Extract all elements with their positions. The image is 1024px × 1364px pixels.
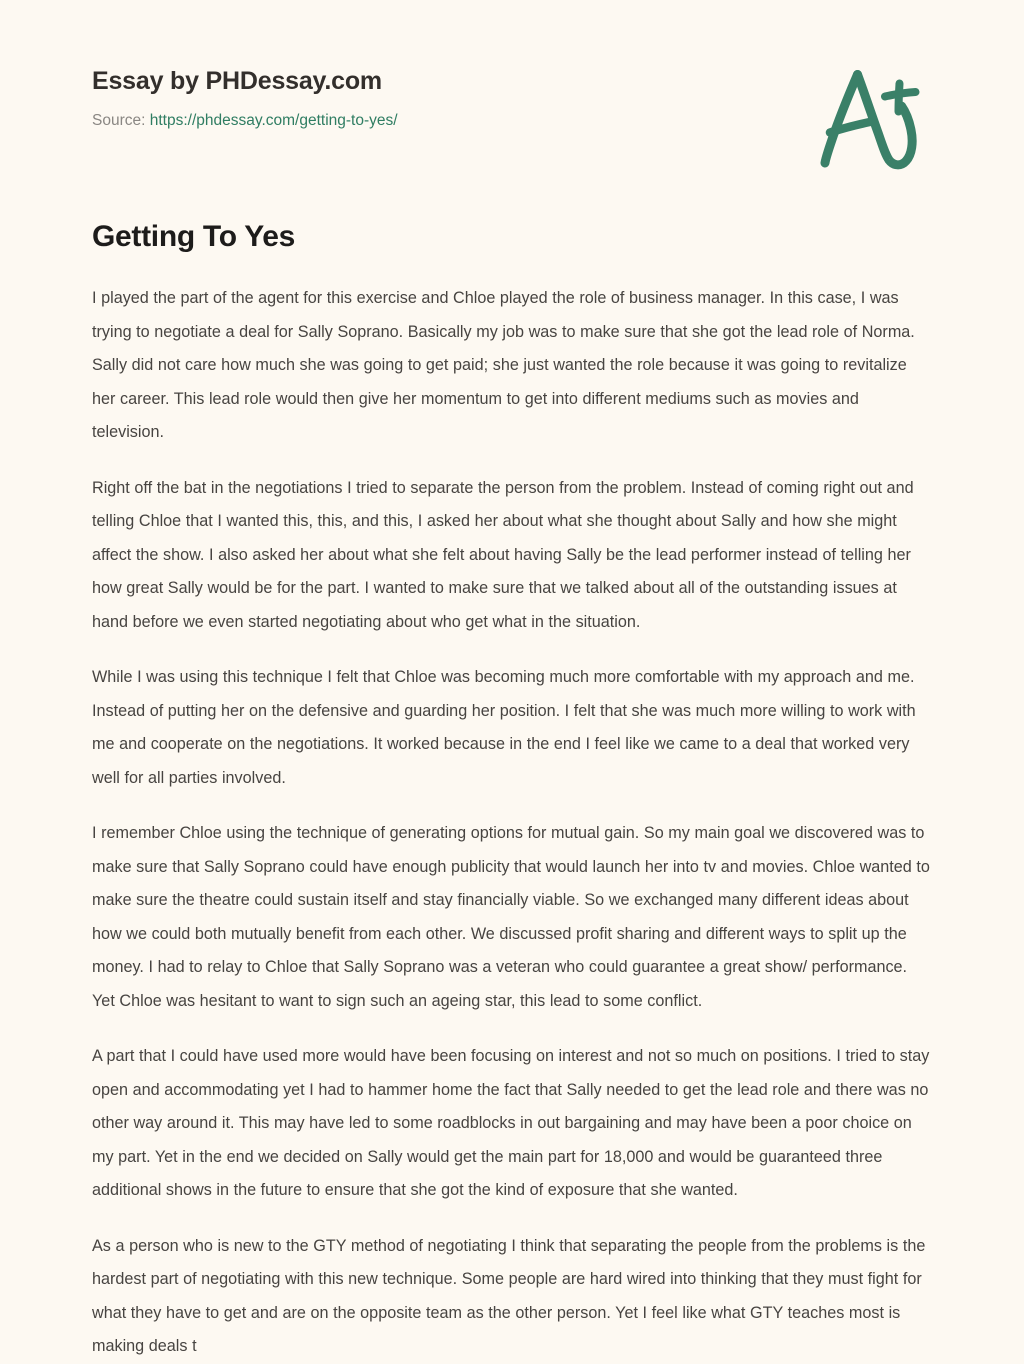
article [92,218,932,1364]
paragraph: While I was using this technique I felt that Chloe was becoming much more comfortable with my approach and me. Instead of putting her on the defensive and guarding her position. I felt that she was much more willing to work with me and cooperate on the negotiations. It worked because in the end I feel like we came to a deal that worked very well for all parties involved. [92,668,916,787]
paragraph: I remember Chloe using the technique of generating options for mutual gain. So my main goal we discovered was to make sure that Sally Soprano could have enough publicity that would launch her into tv and movies. Chloe wanted to make sure the theatre could sustain itself and stay financially viable. So we exchanged many different ideas about how we could both mutually benefit from each other. We discussed profit sharing and different ways to split up the money. I had to relay to Chloe that Sally Soprano was a veteran who could guarantee a great show/ performance. Yet Chloe was hesitant to want to sign such an ageing star, this lead to some conflict. [92,824,930,1010]
brand-title: Essay by PHDessay.com [92,67,382,95]
paragraph: A part that I could have used more would have been focusing on interest and not so much on positions. I tried to stay open and accommodating yet I had to hammer home the fact that Sally needed to get the lead role and there was no other way around it. This may have led to some roadblocks in out bargaining and may have been a poor choice on my part. Yet in the end we decided on Sally would get the main part for 18,000 and would be guaranteed three additional shows in the future to ensure that she got the kind of exposure that she wanted. [92,1047,930,1199]
source-url-link[interactable]: https://phdessay.com/getting-to-yes/ [149,112,398,129]
a-plus-logo [812,66,932,171]
source-line [92,111,398,131]
paragraph: I played the part of the agent for this exercise and Chloe played the role of business manager. In this case, I was trying to negotiate a deal for Sally Soprano. Basically my job was to make sure that she got the lead role of Norma. Sally did not care how much she was going to get paid; she just wanted the role because it was going to revitalize her career. This lead role would then give her momentum to get into different mediums such as movies and television. [92,289,915,441]
page-header [0,0,1024,190]
paragraph: Right off the bat in the negotiations I tried to separate the person from the problem. Instead of coming right out and telling Chloe that I wanted this, this, and this, I asked her about what she thought about Sally and how she might affect the show. I also asked her about what she felt about having Sally be the lead performer instead of telling her how great Sally would be for the part. I wanted to make sure that we talked about all of the outstanding issues at hand before we even started negotiating about who get what in the situation. [92,478,914,631]
source-label: Source: [92,112,146,129]
brand-block [92,66,398,131]
page-title: Getting To Yes [92,220,296,253]
article-body [92,282,932,1364]
a-plus-handwritten-icon [812,66,932,171]
paragraph: As a person who is new to the GTY method of negotiating I think that separating the people from the problems is the hardest part of negotiating with this new technique. Some people are hard wired into thinking that they must fight for what they have to get and are on the opposite team as the other person. Yet I feel like what GTY teaches most is making deals t [92,1236,926,1355]
